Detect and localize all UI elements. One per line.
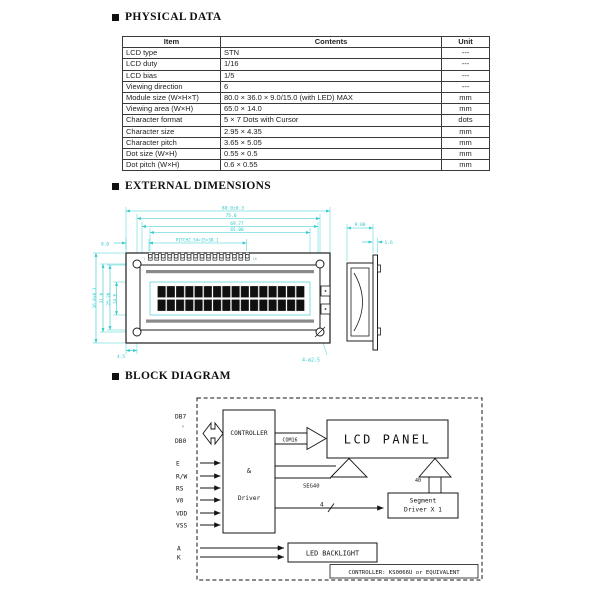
section-title: PHYSICAL DATA: [125, 11, 222, 23]
cell-contents: STN: [221, 48, 442, 59]
cell-contents: 2.95 × 4.35: [221, 126, 442, 137]
cell-item: Character pitch: [123, 137, 221, 148]
table-row: [123, 160, 490, 171]
cell-contents: 80.0 × 36.0 × 9.0/15.0 (with LED) MAX: [221, 93, 442, 104]
table-row: [123, 126, 490, 137]
cell-unit: mm: [442, 137, 490, 148]
cell-item: Dot size (W×H): [123, 149, 221, 160]
character-display-area: [157, 285, 305, 312]
table-row: [123, 59, 490, 70]
pin-header: [147, 252, 251, 261]
dim-height-total: 36.0±0.3: [93, 287, 98, 309]
com16-label: COM16: [282, 437, 298, 444]
dim-width-holes: 75.0: [225, 214, 237, 219]
block-diagram: [160, 392, 490, 592]
com-arrow-head: [307, 428, 326, 450]
col-header-item: Item: [123, 37, 221, 48]
side-tab: [378, 265, 381, 272]
dim-width-view: 65.00: [230, 228, 244, 234]
dim-pin-pitch: PITCH2.54×15=38.1: [175, 237, 219, 243]
bus-label-db7: DB7: [175, 413, 187, 421]
cell-item: LCD duty: [123, 59, 221, 70]
section-header-physical-data: [112, 11, 221, 23]
cell-contents: 65.0 × 14.0: [221, 104, 442, 115]
pin-number-last: 16: [252, 257, 257, 261]
cell-contents: 1/5: [221, 70, 442, 81]
section-title: BLOCK DIAGRAM: [125, 370, 231, 382]
cell-unit: mm: [442, 93, 490, 104]
segment-driver-up-arrow: [419, 459, 451, 478]
polarizer-bar-bottom: [146, 320, 314, 323]
bus-range-tick: ': [181, 424, 185, 432]
side-pad-dot: [325, 290, 327, 292]
section-header-external-dimensions: [112, 180, 271, 192]
lcd-panel-label: LCD PANEL: [343, 432, 432, 447]
signal-label-rw: R/W: [176, 473, 188, 481]
cell-item: Character size: [123, 126, 221, 137]
dim-height-holes: 31.0: [100, 292, 105, 304]
cell-unit: mm: [442, 126, 490, 137]
data-bus-double-arrow: [203, 423, 223, 444]
backlight-label-k: K: [177, 554, 181, 562]
bus-label-db0: DB0: [175, 438, 187, 445]
cell-item: LCD type: [123, 48, 221, 59]
section-header-block-diagram: [112, 370, 231, 382]
segment-driver-label-1: Segment: [409, 497, 437, 505]
table-header-row: [123, 37, 490, 48]
mounting-hole: [133, 260, 141, 268]
cell-unit: ---: [442, 70, 490, 81]
physical-data-table: [122, 36, 490, 171]
cell-contents: 0.6 × 0.55: [221, 160, 442, 171]
col-header-unit: Unit: [442, 37, 490, 48]
table-row: [123, 137, 490, 148]
signal-label-v0: V0: [176, 497, 184, 505]
cell-item: LCD bias: [123, 70, 221, 81]
backlight-label-a: A: [177, 545, 181, 553]
lcd-module-front-view: [126, 252, 330, 343]
side-pcb: [373, 255, 378, 350]
dim-width-total: 80.0±0.3: [221, 206, 245, 212]
side-tab: [378, 328, 381, 335]
controller-label-1: CONTROLLER: [230, 430, 268, 437]
section-bullet-icon: [112, 373, 119, 380]
cell-unit: mm: [442, 104, 490, 115]
section-bullet-icon: [112, 183, 119, 190]
dim-side-depth: 9.00: [354, 223, 366, 228]
table-row: [123, 93, 490, 104]
dim-corner-offset: 4.5: [117, 355, 126, 360]
signal-label-vdd: VDD: [176, 510, 188, 518]
cell-unit: mm: [442, 160, 490, 171]
mounting-hole: [133, 328, 141, 336]
section-bullet-icon: [112, 14, 119, 21]
controller-label-2: &: [246, 467, 252, 475]
data-width-label: 4: [320, 501, 324, 509]
table-row: [123, 104, 490, 115]
mounting-hole: [316, 260, 324, 268]
dim-height-bezel: 25.20: [107, 292, 112, 306]
dim-pcb-thickness: 1.6: [384, 241, 393, 247]
external-dimensions-drawing: [85, 198, 515, 370]
dim-mount-holes: 4-ø2.5: [302, 357, 321, 364]
seg-up-arrow: [331, 459, 367, 478]
section-title: EXTERNAL DIMENSIONS: [125, 180, 271, 192]
table-row: [123, 81, 490, 92]
side-pad-dot: [325, 308, 327, 310]
dim-width-bezel: 69.77: [230, 222, 244, 227]
seg-count-label: 40: [415, 478, 422, 484]
signal-label-vss: VSS: [176, 522, 188, 530]
seg40-label: SEG40: [303, 483, 320, 490]
controller-note-label: CONTROLLER: KS0066U or EQUIVALENT: [348, 570, 460, 576]
cell-unit: mm: [442, 149, 490, 160]
cell-item: Character format: [123, 115, 221, 126]
polarizer-bar-top: [146, 270, 314, 273]
cell-contents: 3.65 × 5.05: [221, 137, 442, 148]
cell-unit: ---: [442, 59, 490, 70]
dim-height-view: 14.0: [113, 293, 119, 305]
led-backlight-label: LED BACKLIGHT: [305, 549, 360, 558]
table-row: [123, 115, 490, 126]
segment-driver-label-2: Driver X 1: [404, 506, 442, 514]
cell-contents: 5 × 7 Dots with Cursor: [221, 115, 442, 126]
col-header-contents: Contents: [221, 37, 442, 48]
cell-item: Viewing area (W×H): [123, 104, 221, 115]
cell-unit: ---: [442, 48, 490, 59]
cell-unit: dots: [442, 115, 490, 126]
cell-item: Viewing direction: [123, 81, 221, 92]
cell-contents: 6: [221, 81, 442, 92]
table-row: [123, 149, 490, 160]
signal-label-e: E: [176, 460, 180, 468]
cell-contents: 0.55 × 0.5: [221, 149, 442, 160]
table-row: [123, 48, 490, 59]
controller-label-3: Driver: [237, 495, 261, 502]
side-bezel-inner: [351, 268, 369, 336]
lcd-module-side-view: [347, 255, 381, 350]
cell-item: Dot pitch (W×H): [123, 160, 221, 171]
cell-unit: ---: [442, 81, 490, 92]
dim-left-offset: 8.0: [101, 242, 110, 248]
pin-number-first: 1: [143, 257, 146, 261]
cell-contents: 1/16: [221, 59, 442, 70]
cell-item: Module size (W×H×T): [123, 93, 221, 104]
signal-label-rs: RS: [176, 485, 184, 493]
table-row: [123, 70, 490, 81]
